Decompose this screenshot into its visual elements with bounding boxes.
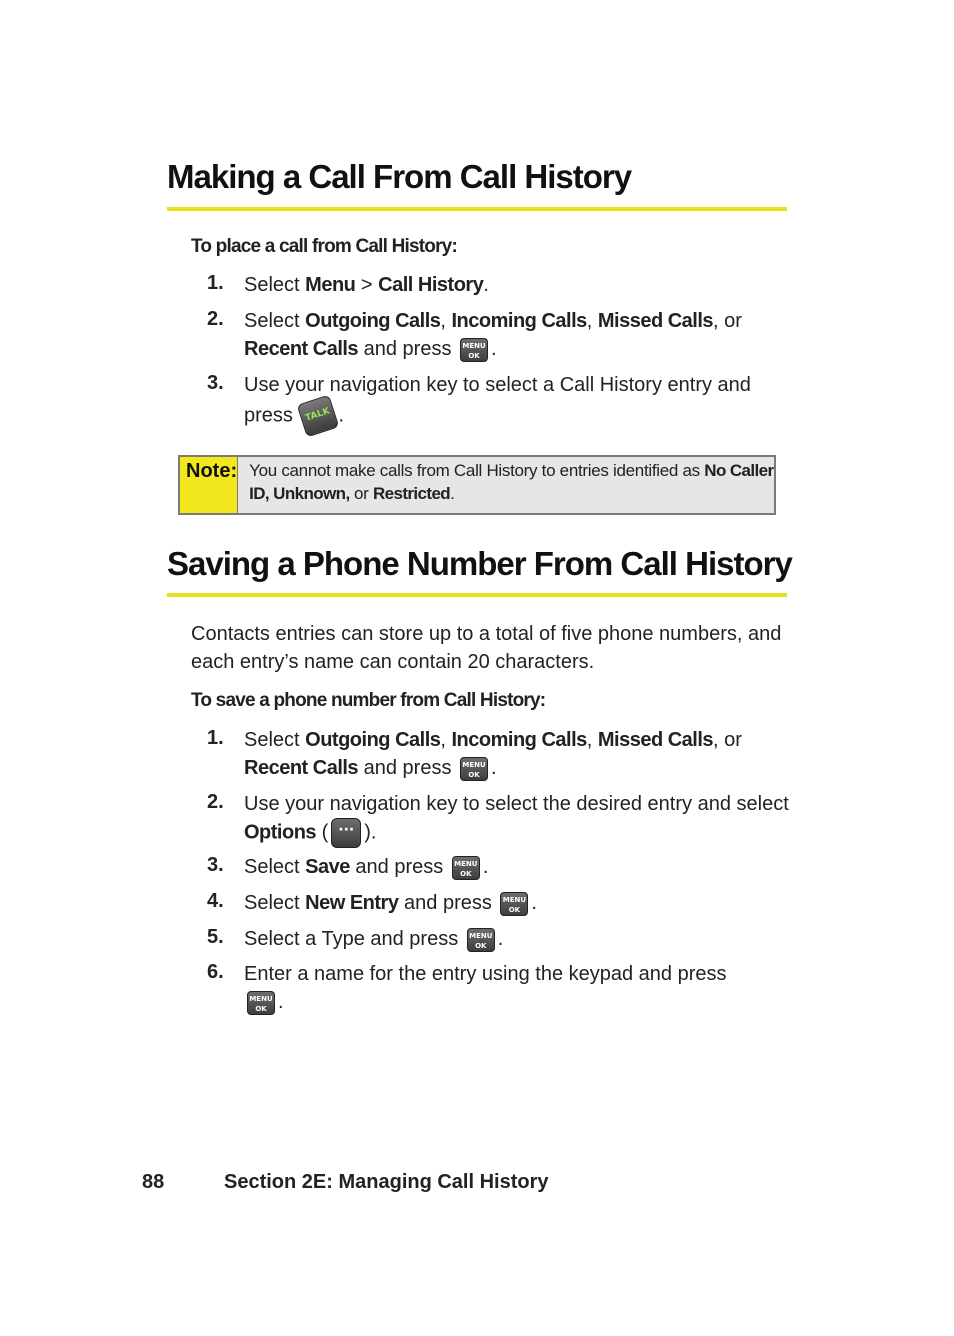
step-number: 1. xyxy=(207,727,224,749)
menu-ok-key-icon: MENU OK xyxy=(460,338,488,362)
note-text: You cannot make calls from Call History to entries identified as No Caller ID, Unknown, or Restricted. xyxy=(249,461,774,503)
step-text: Select Menu > Call History. xyxy=(244,274,489,296)
title-underline xyxy=(167,207,787,211)
page-number: 88 xyxy=(142,1171,165,1193)
procedure-heading-save-number: To save a phone number from Call History: xyxy=(191,690,546,711)
menu-ok-key-icon: MENU OK xyxy=(452,856,480,880)
step-text: Enter a name for the entry using the keypad and press MENU OK . xyxy=(244,963,727,1013)
menu-ok-key-icon: MENU OK xyxy=(500,892,528,916)
step-number: 3. xyxy=(207,372,224,394)
menu-ok-key-icon: MENU OK xyxy=(460,757,488,781)
step-number: 5. xyxy=(207,926,224,948)
step-number: 2. xyxy=(207,308,224,330)
step-number: 1. xyxy=(207,272,224,294)
step-number: 3. xyxy=(207,854,224,876)
section-footer-label: Section 2E: Managing Call History xyxy=(224,1171,549,1193)
step-text: Use your navigation key to select the desired entry and select Options ( ··· ). xyxy=(244,790,794,848)
title-underline xyxy=(167,593,787,597)
procedure-heading-place-call: To place a call from Call History: xyxy=(191,236,457,257)
step-text: Select New Entry and press MENU OK . xyxy=(244,892,537,914)
step-text: Use your navigation key to select a Call History entry and press TALK . xyxy=(244,371,774,433)
menu-ok-key-icon: MENU OK xyxy=(467,928,495,952)
step-text: Select Outgoing Calls, Incoming Calls, Missed Calls, or Recent Calls and press MENU OK . xyxy=(244,729,742,779)
step-text: Select Outgoing Calls, Incoming Calls, Missed Calls, or Recent Calls and press MENU OK . xyxy=(244,310,742,360)
step-number: 2. xyxy=(207,791,224,813)
intro-paragraph: Contacts entries can store up to a total of five phone numbers, and each entry’s name can contain 20 characters. xyxy=(191,623,782,673)
step-text: Select a Type and press MENU OK . xyxy=(244,928,504,950)
step-number: 6. xyxy=(207,961,224,983)
menu-ok-key-icon: MENU OK xyxy=(247,991,275,1015)
talk-key-icon: TALK xyxy=(297,395,340,438)
note-label: Note: xyxy=(180,457,238,513)
section-title-saving-number: Saving a Phone Number From Call History xyxy=(167,545,792,582)
step-number: 4. xyxy=(207,890,224,912)
options-key-icon: ··· xyxy=(331,818,361,848)
step-text: Select Save and press MENU OK . xyxy=(244,856,489,878)
note-box xyxy=(178,455,776,515)
section-title-making-call: Making a Call From Call History xyxy=(167,158,632,195)
